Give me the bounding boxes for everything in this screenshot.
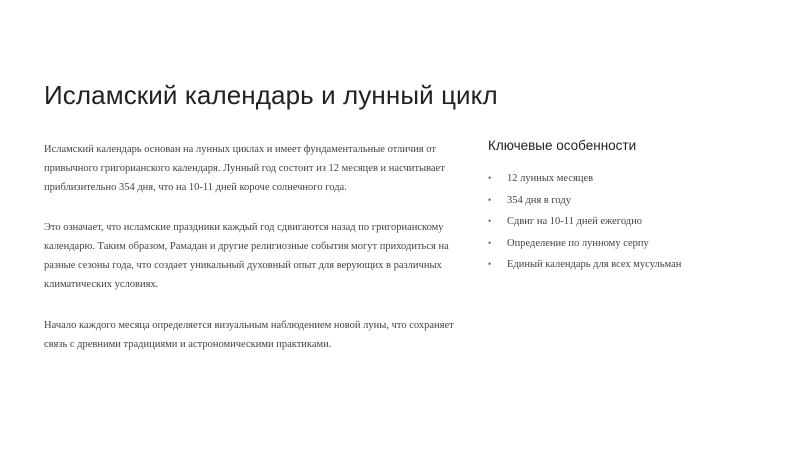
feature-item-unified (488, 254, 778, 276)
feature-item-days (488, 190, 778, 212)
features-list (488, 168, 778, 276)
features-panel (488, 137, 778, 276)
feature-item-label: 354 дня в году (507, 194, 571, 206)
bullet-icon: • (488, 237, 492, 248)
paragraph-holiday-shift: Это означает, что исламские праздники каждый год сдвигаются назад по григорианскому календарю. Таким образом, Рамадан и другие религиозные события могут приходиться на разные сезоны года, что создает уникальный духовный опыт для верующих в различных климатических условиях. (44, 222, 449, 290)
feature-item-label: Определение по лунному серпу (507, 237, 649, 249)
paragraph-month-start: Начало каждого месяца определяется визуальным наблюдением новой луны, что сохраняет связь с древними традициями и астрономическими практиками. (44, 320, 454, 350)
bullet-icon: • (488, 216, 492, 226)
feature-item-label: Единый календарь для всех мусульман (507, 259, 682, 270)
features-heading: Ключевые особенности (488, 138, 637, 153)
feature-item-crescent (488, 233, 778, 255)
slide-title: Исламский календарь и лунный цикл (44, 80, 498, 110)
paragraph-lunar-basis: Исламский календарь основан на лунных циклах и имеет фундаментальные отличия от привычного григорианского календаря. Лунный год состоит из 12 месяцев и насчитывает приблизительно 354 дня, что на 10-11 дней короче солнечного года. (44, 144, 445, 193)
bullet-icon: • (488, 173, 492, 183)
feature-item-label: Сдвиг на 10-11 дней ежегодно (507, 216, 642, 227)
feature-item-label: 12 лунных месяцев (507, 173, 594, 184)
bullet-icon: • (488, 194, 492, 205)
bullet-icon: • (488, 259, 492, 269)
feature-item-shift (488, 211, 778, 233)
feature-item-months (488, 168, 778, 190)
